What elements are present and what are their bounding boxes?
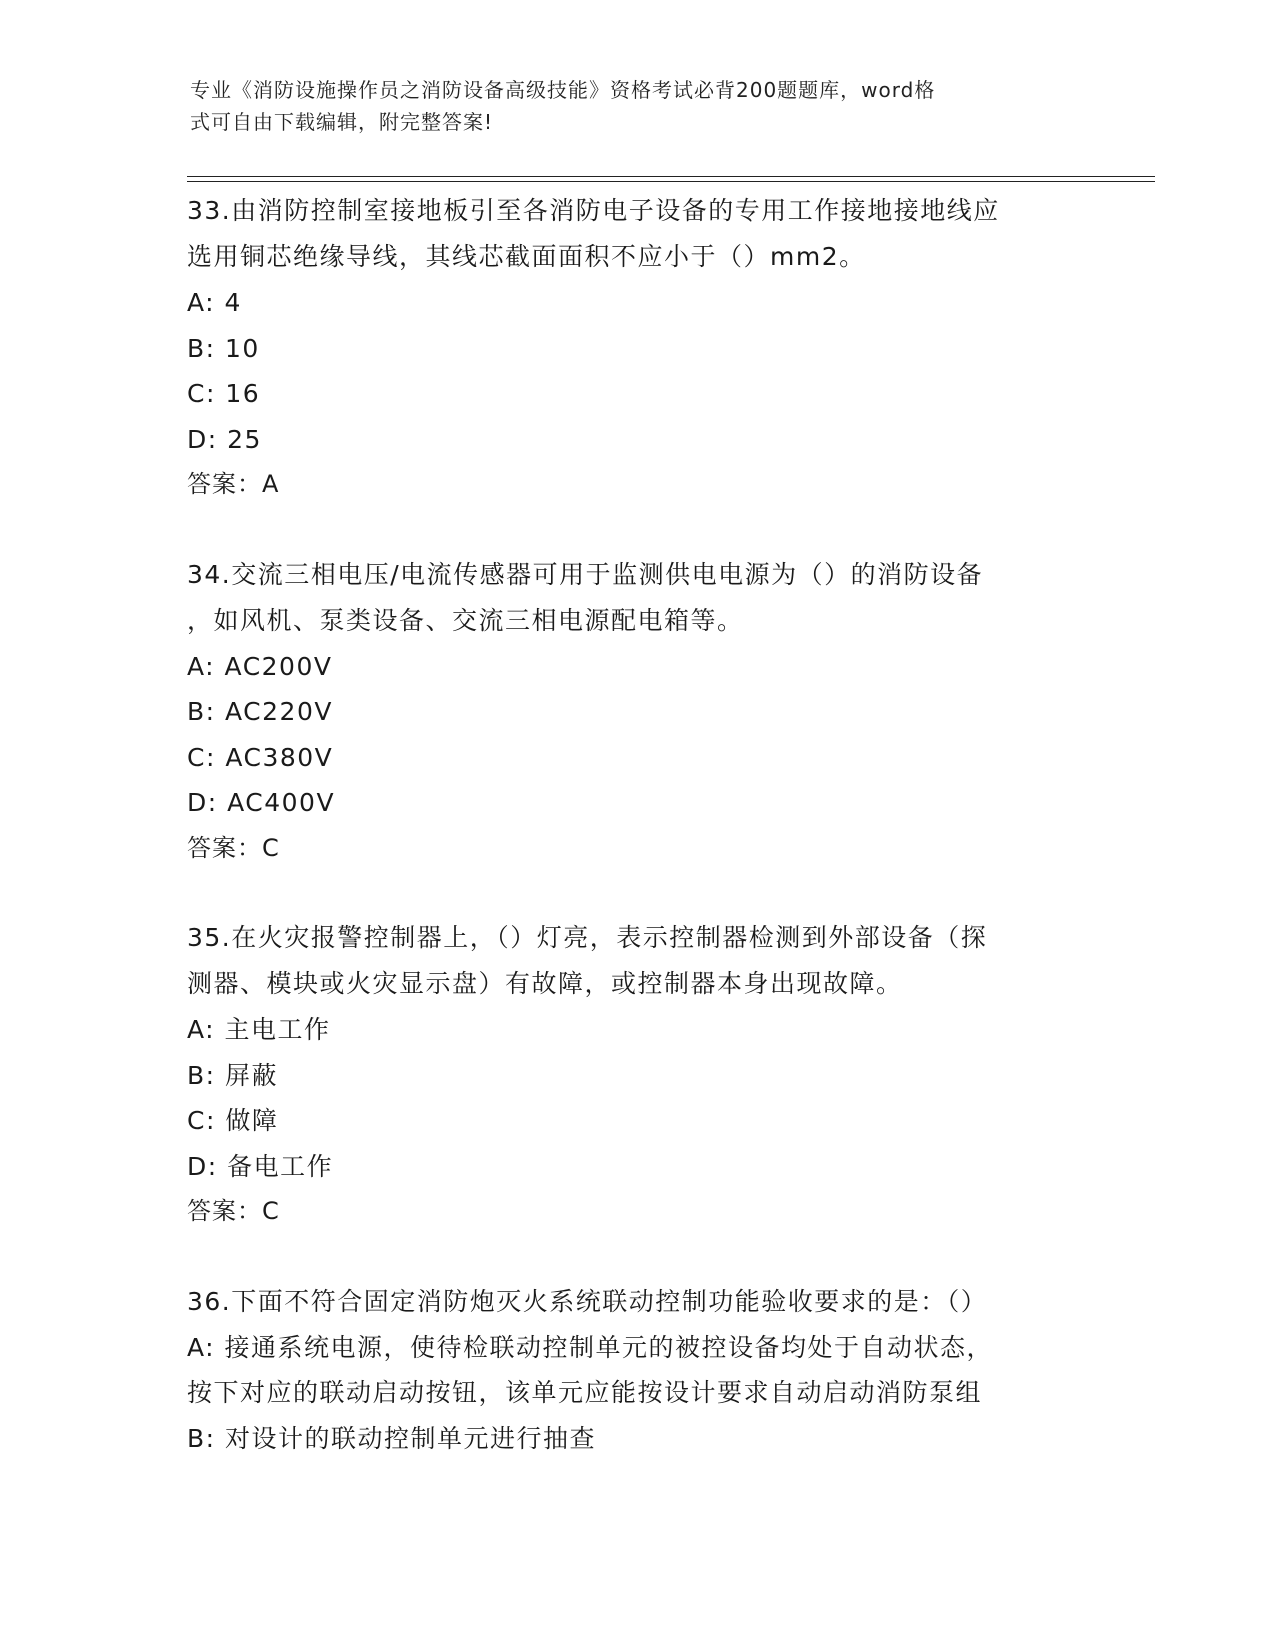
question-stem-line: 34.交流三相电压/电流传感器可用于监测供电电源为（）的消防设备 (187, 559, 984, 589)
option-d: D: AC400V (187, 788, 336, 817)
question-stem-line: 33.由消防控制室接地板引至各消防电子设备的专用工作接地接地线应 (187, 196, 1000, 225)
question-list (187, 188, 1087, 1461)
question-stem-line: 测器、模块或火灾显示盘）有故障，或控制器本身出现故障。 (187, 969, 903, 998)
option-d: D: 备电工作 (187, 1151, 334, 1181)
question-33 (187, 188, 1087, 508)
option-b: B: 屏蔽 (187, 1060, 279, 1090)
option-b: B: 10 (187, 333, 260, 363)
option-a-line: A: 接通系统电源，使待检联动控制单元的被控设备均处于自动状态， (187, 1332, 994, 1362)
option-b: B: AC220V (187, 697, 333, 726)
option-c: C: 16 (187, 379, 261, 408)
question-34 (187, 552, 1087, 872)
header-line-1: 专业《消防设施操作员之消防设备高级技能》资格考试必背200题题库，word格 (190, 78, 936, 102)
header-line-2: 式可自由下载编辑，附完整答案! (190, 110, 494, 134)
question-spacer (187, 508, 1087, 552)
option-a: A: AC200V (187, 651, 333, 681)
header-divider-top (187, 176, 1155, 177)
question-35 (187, 915, 1087, 1235)
answer: 答案：C (187, 1197, 280, 1225)
option-b: B: 对设计的联动控制单元进行抽查 (187, 1423, 597, 1453)
header-divider-bottom (187, 181, 1155, 182)
answer: 答案：C (187, 833, 280, 862)
answer: 答案：A (187, 470, 280, 498)
question-stem-line: 选用铜芯绝缘导线，其线芯截面面积不应小于（）mm2。 (187, 242, 866, 271)
option-c: C: 做障 (187, 1106, 279, 1135)
option-c: C: AC380V (187, 742, 334, 772)
option-a: A: 4 (187, 288, 242, 317)
option-d: D: 25 (187, 424, 262, 454)
question-spacer (187, 1235, 1087, 1279)
option-a: A: 主电工作 (187, 1015, 331, 1044)
option-a-line: 按下对应的联动启动按钮，该单元应能按设计要求自动启动消防泵组 (187, 1378, 983, 1407)
question-stem-line: 35.在火灾报警控制器上，（）灯亮，表示控制器检测到外部设备（探 (187, 923, 988, 952)
question-stem-line: 36.下面不符合固定消防炮灭火系统联动控制功能验收要求的是：（） (187, 1286, 988, 1316)
question-spacer (187, 871, 1087, 915)
document-header (190, 74, 1070, 138)
question-36 (187, 1279, 1087, 1462)
question-stem-line: ，如风机、泵类设备、交流三相电源配电箱等。 (187, 605, 744, 635)
